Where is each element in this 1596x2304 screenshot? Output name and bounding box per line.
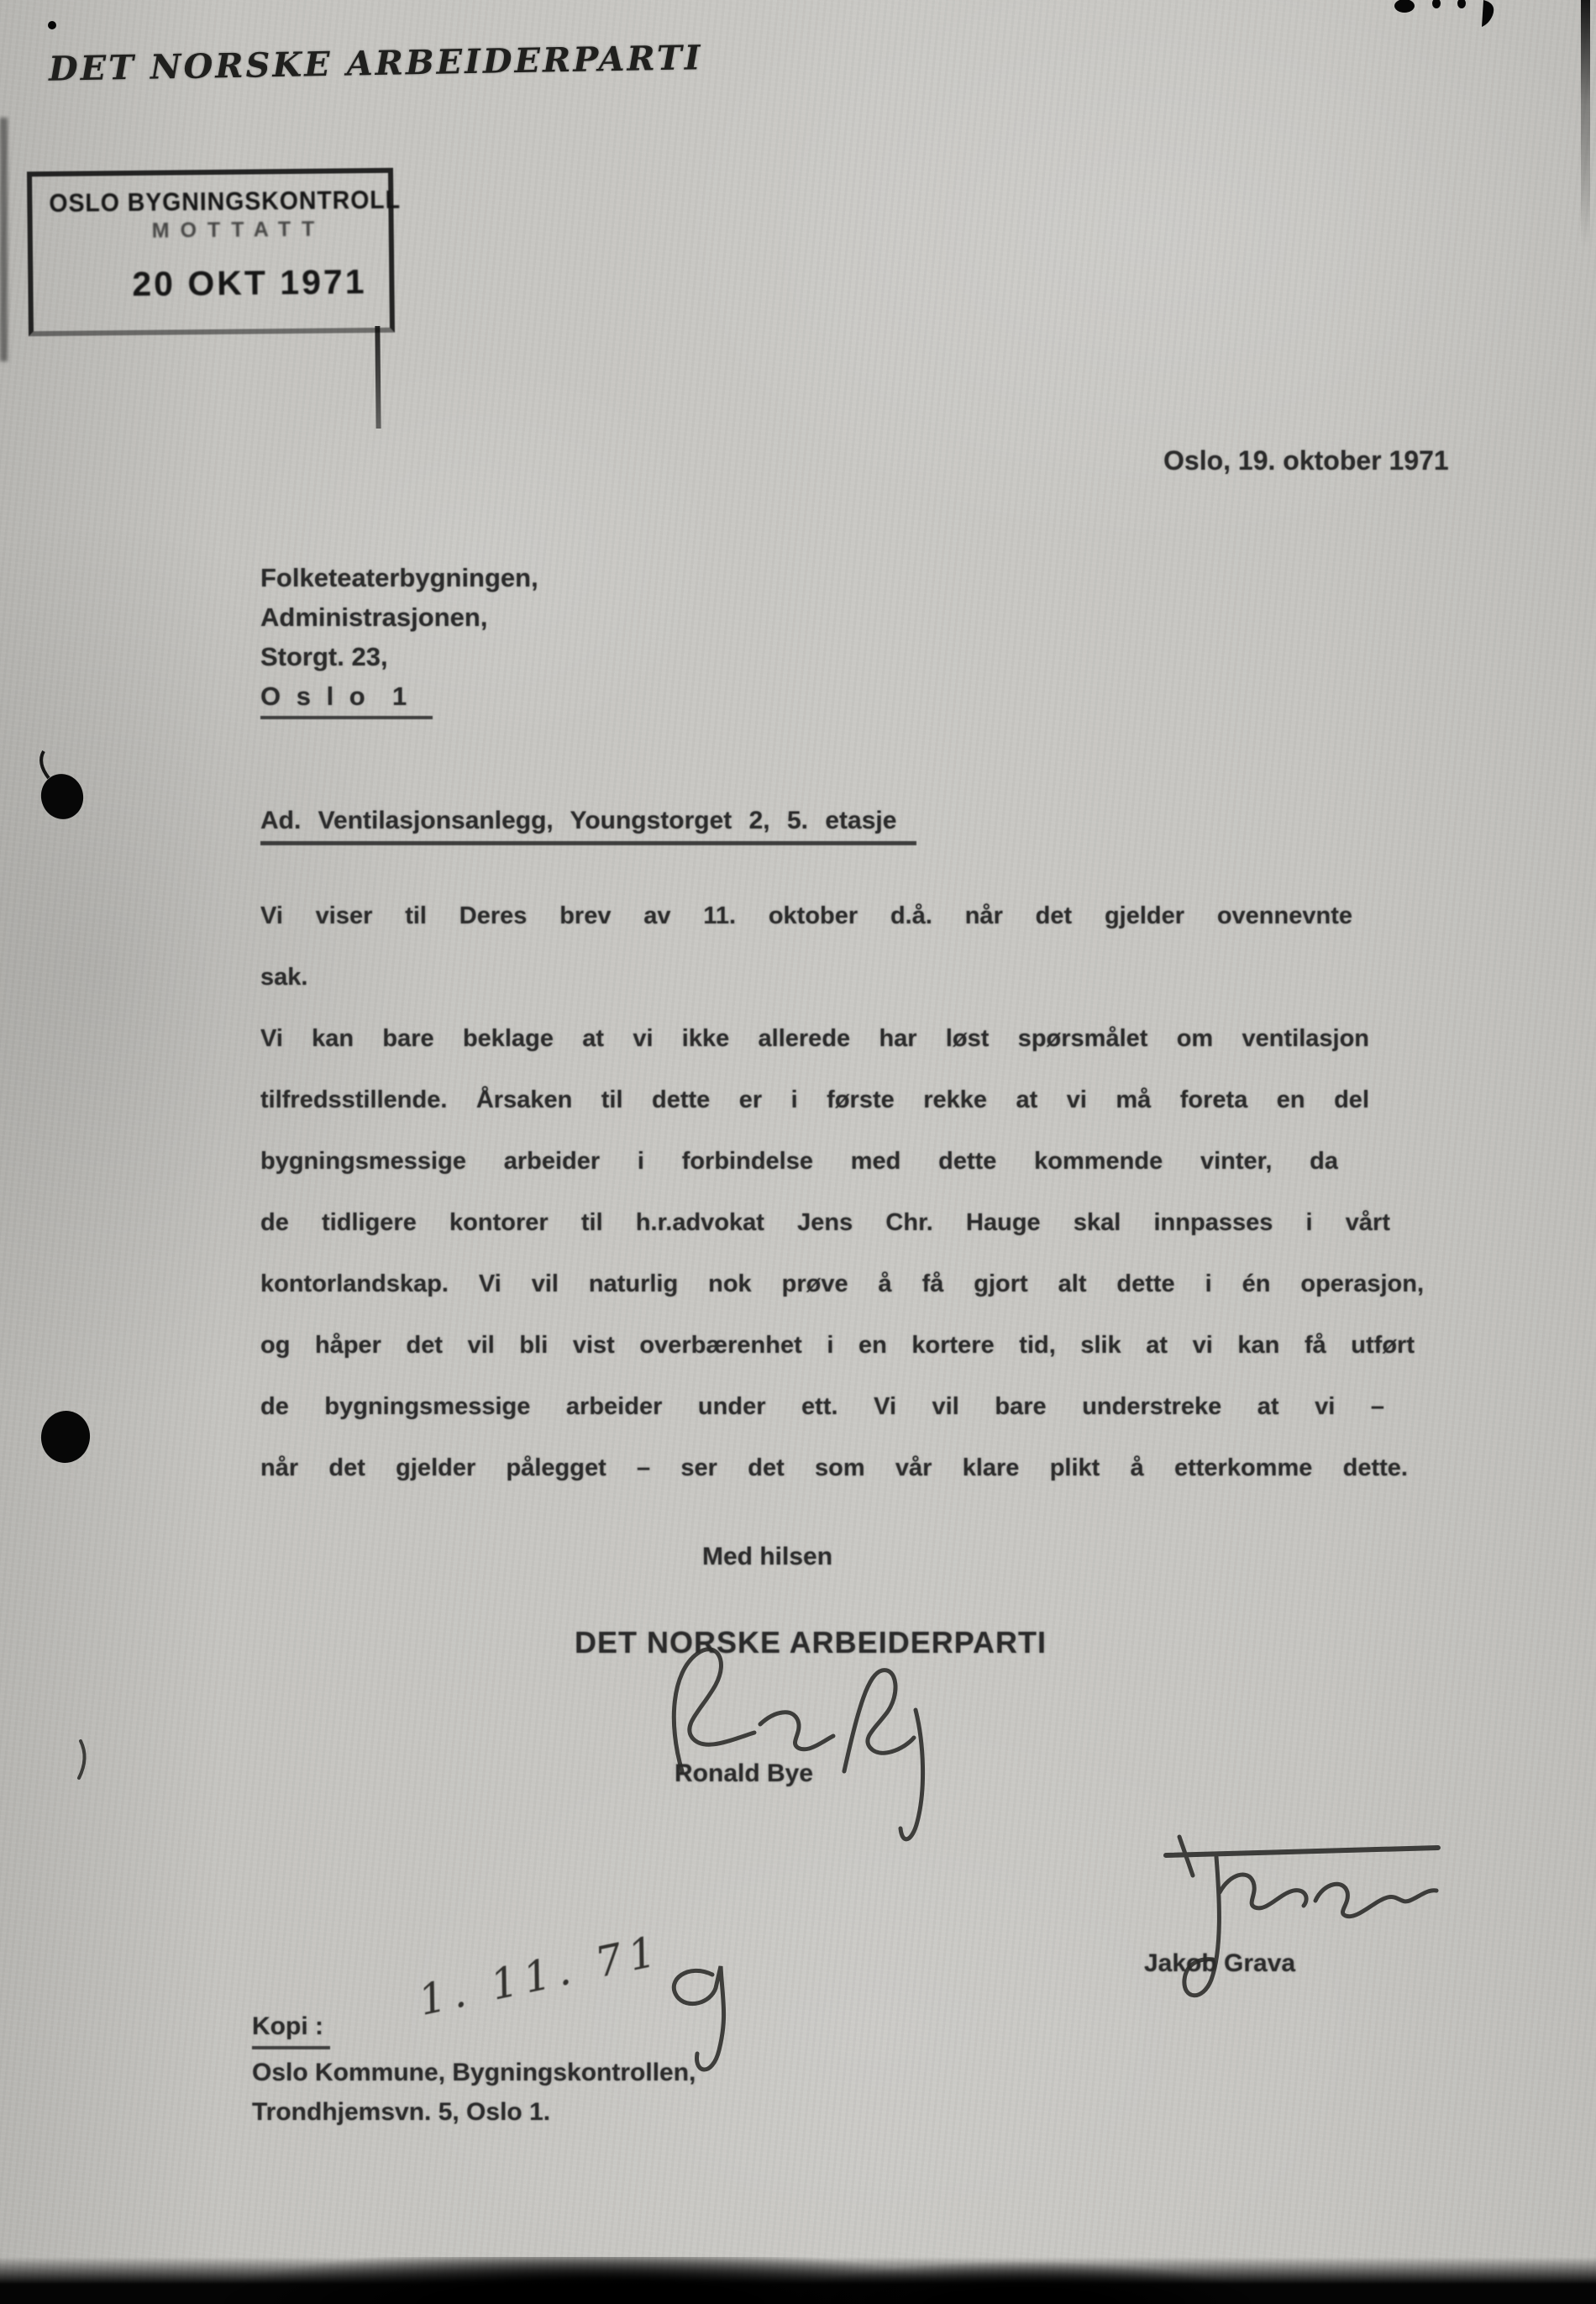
body-line: og håper det vil bli vist overbærenhet i en kortere tid, slik at vi kan få utført	[260, 1332, 1415, 1359]
corner-mark	[1482, 0, 1494, 27]
scan-edge-left	[0, 118, 8, 361]
scan-edge-right	[1581, 0, 1590, 260]
body-line: bygningsmessige arbeider i forbindelse med dette kommende vinter, da	[260, 1148, 1338, 1175]
stamp-status: MOTTATT	[151, 217, 326, 243]
body-line: sak.	[260, 964, 308, 991]
recipient-city: O s l o 1	[260, 676, 433, 719]
pen-mark	[79, 1741, 85, 1778]
letter-body	[260, 886, 1436, 1499]
body-line: kontorlandskap. Vi vil naturlig nok prøve å få gjort alt dette i én operasjon,	[260, 1270, 1424, 1297]
recipient-line: Storgt. 23,	[260, 642, 388, 671]
recipient-line: Administrasjonen,	[260, 602, 488, 632]
corner-mark	[1432, 0, 1441, 8]
stamp-office: OSLO BYGNINGSKONTROLL	[49, 184, 402, 218]
countersigner-typed-name: Jakob Grava	[1144, 1949, 1296, 1977]
signer-typed-name: Ronald Bye	[675, 1760, 814, 1787]
dateline: Oslo, 19. oktober 1971	[1163, 445, 1449, 476]
corner-mark	[1394, 0, 1415, 13]
body-line: de bygningsmessige arbeider under ett. Vi vil bare understreke at vi –	[260, 1393, 1384, 1420]
scan-edge-bottom	[0, 2257, 1596, 2304]
closing-salutation: Med hilsen	[702, 1543, 833, 1570]
recipient-line: Folketeaterbygningen,	[260, 563, 538, 592]
closing-organization: DET NORSKE ARBEIDERPARTI	[575, 1625, 1047, 1660]
copy-line: Trondhjemsvn. 5, Oslo 1.	[252, 2098, 551, 2126]
punch-hole-tail	[41, 751, 49, 778]
body-line: tilfredsstillende. Årsaken til dette er i første rekke at vi må foreta en del	[260, 1086, 1369, 1113]
letterhead: DET NORSKE ARBEIDERPARTI	[48, 38, 703, 89]
subject-line: Ad. Ventilasjonsanlegg, Youngstorget 2, 5. etasje	[260, 807, 916, 845]
body-line: de tidligere kontorer til h.r.advokat Jens Chr. Hauge skal innpasses i vårt	[260, 1209, 1390, 1236]
corner-mark	[1457, 0, 1466, 8]
body-line: når det gjelder pålegget – ser det som vår klare plikt å etterkomme dette.	[260, 1454, 1408, 1481]
ink-dot	[48, 21, 56, 29]
body-line: Vi kan bare beklage at vi ikke allerede har løst spørsmålet om ventilasjon	[260, 1025, 1369, 1052]
stamp-edge-stroke	[375, 326, 381, 429]
stamp-date: 20 OKT 1971	[132, 262, 367, 303]
recipient-address	[260, 558, 538, 719]
body-line: Vi viser til Deres brev av 11. oktober d.å. når det gjelder ovennevnte	[260, 902, 1352, 929]
copy-block	[252, 2007, 696, 2132]
ronald-bye-signature	[674, 1649, 922, 1839]
punch-hole	[37, 1407, 94, 1466]
handwritten-date-note: 1. 11. 71	[414, 1926, 667, 2025]
received-stamp	[27, 168, 402, 337]
punch-hole	[36, 770, 88, 823]
copy-label: Kopi :	[252, 2007, 330, 2049]
copy-line: Oslo Kommune, Bygningskontrollen,	[252, 2059, 696, 2086]
